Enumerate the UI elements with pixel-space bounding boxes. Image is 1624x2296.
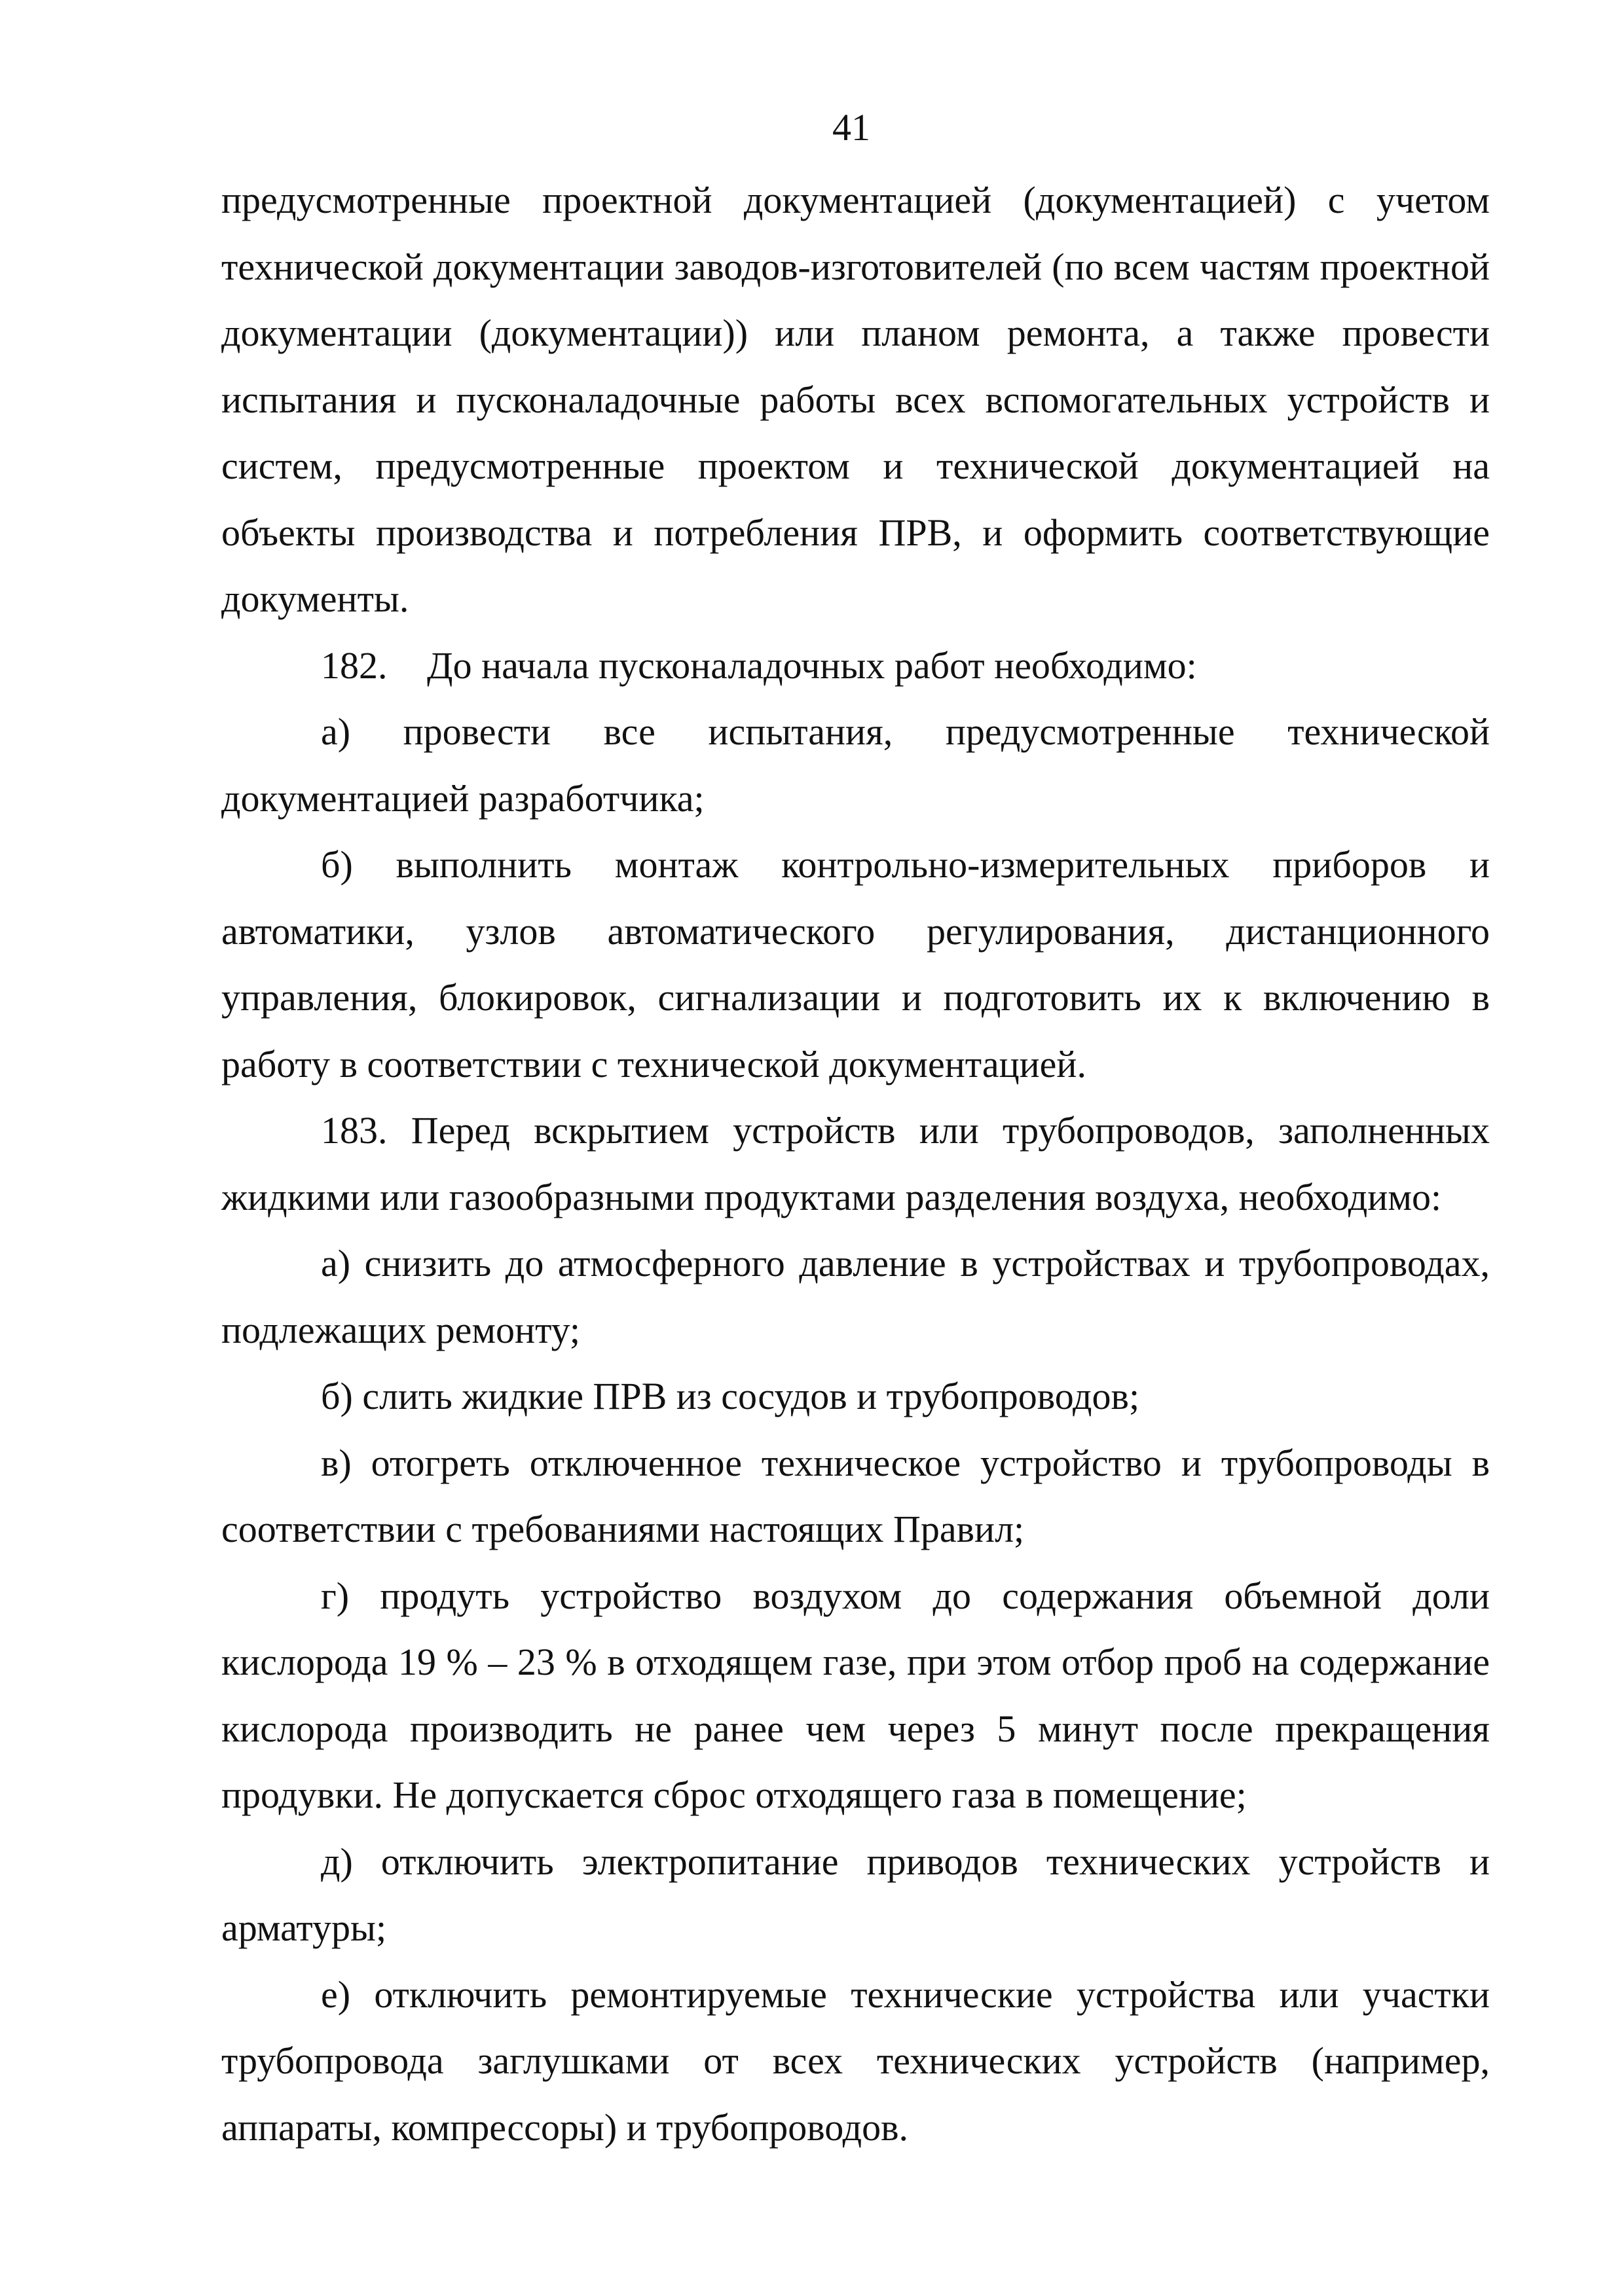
paragraph-continuation: предусмотренные проектной документацией (документацией) с учетом технической документации заводов-изготовителей (по всем частям проектной документации (документации)) или планом ремонта, а также провести испытания и пусконаладочные работы всех вспомогательных устройств и систем, предусмотренные проектом и технической документацией на объекты производства и потребления ПРВ, и оформить соответствующие документы. <box>221 179 1490 620</box>
clause-number: 183. <box>321 1109 388 1152</box>
list-item-183-v: в) отогреть отключенное техническое устройство и трубопроводы в соответствии с требованиями настоящих Правил; <box>221 1441 1490 1550</box>
clause-183 <box>221 1097 1490 1230</box>
list-item-183-e: е) отключить ремонтируемые технические устройства или участки трубопровода заглушками от всех технических устройств (например, аппараты, компрессоры) и трубопроводов. <box>221 1973 1490 2149</box>
list-item-183-b: б) слить жидкие ПРВ из сосудов и трубопроводов; <box>321 1375 1140 1417</box>
list-item-183-g: г) продуть устройство воздухом до содержания объемной доли кислорода 19 % – 23 % в отходящем газе, при этом отбор проб на содержание кислорода производить не ранее чем через 5 минут после прекращения продувки. Не допускается сброс отходящего газа в помещение; <box>221 1574 1490 1816</box>
clause-text: До начала пусконаладочных работ необходимо: <box>427 644 1197 687</box>
clause-text: Перед вскрытием устройств или трубопроводов, заполненных жидкими или газообразными продуктами разделения воздуха, необходимо: <box>221 1109 1490 1218</box>
list-item-183-d: д) отключить электропитание приводов технических устройств и арматуры; <box>221 1840 1490 1949</box>
list-item-183-a: а) снизить до атмосферного давление в устройствах и трубопроводах, подлежащих ремонту; <box>221 1242 1490 1351</box>
page-number: 41 <box>832 106 870 149</box>
list-item-182-a: а) провести все испытания, предусмотренные технической документацией разработчика; <box>221 710 1490 820</box>
document-body <box>221 167 1490 2160</box>
clause-182 <box>221 632 1490 699</box>
clause-number: 182. <box>321 644 388 687</box>
list-item-182-b: б) выполнить монтаж контрольно-измерительных приборов и автоматики, узлов автоматического регулирования, дистанционного управления, блокировок, сигнализации и подготовить их к включению в работу в соответствии с технической документацией. <box>221 843 1490 1085</box>
